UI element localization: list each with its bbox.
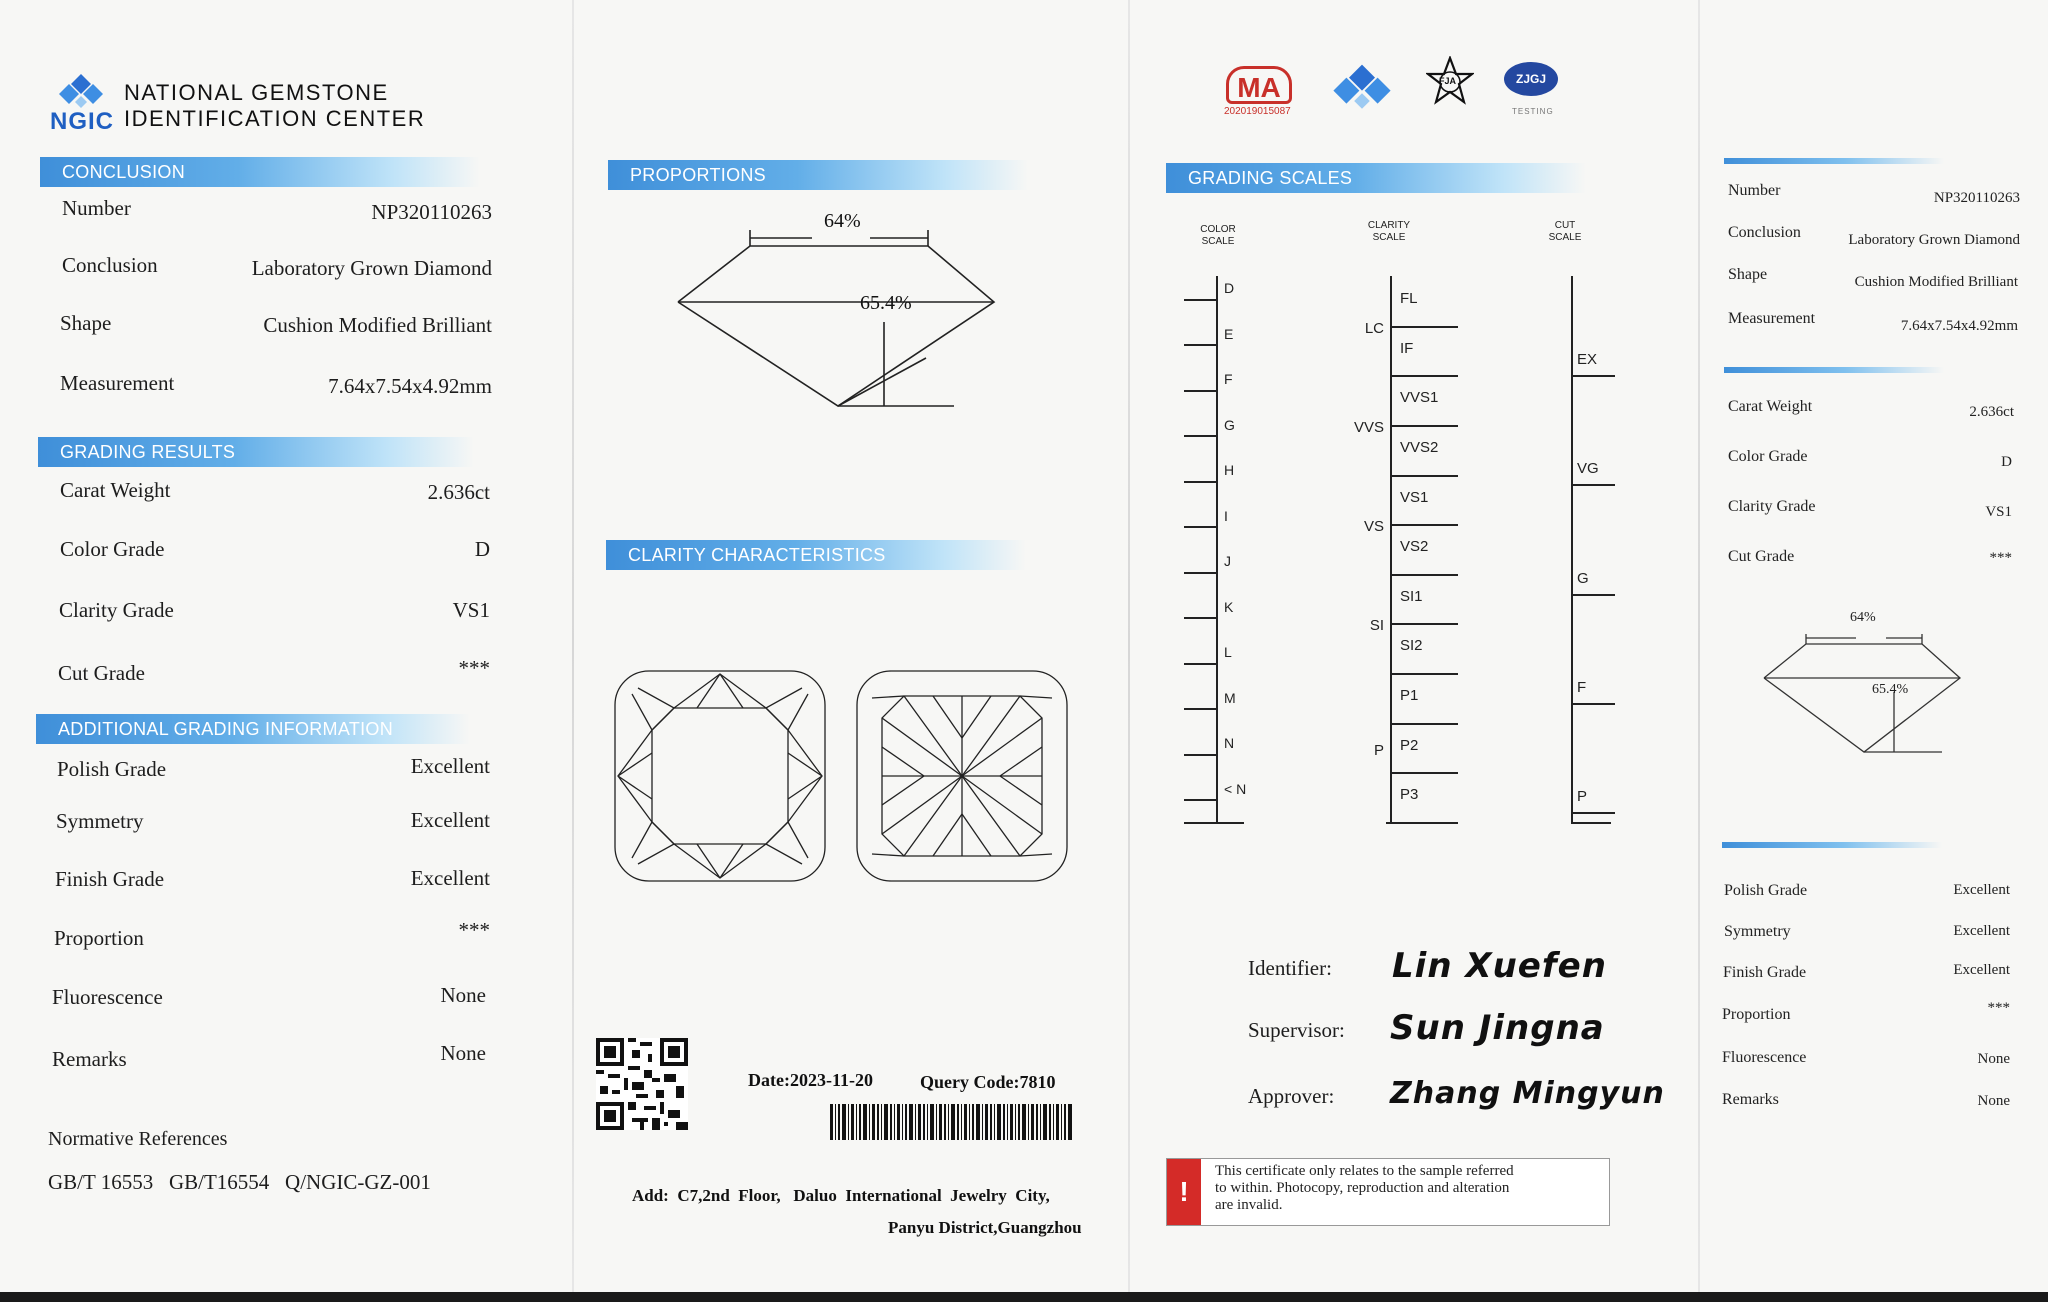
summary-clarity-label: Clarity Grade	[1728, 498, 1816, 515]
qr-code	[596, 1038, 688, 1130]
cut-tick	[1571, 375, 1615, 377]
cut-scale-base	[1571, 822, 1611, 824]
symmetry-label: Symmetry	[56, 809, 144, 833]
cut-grade: F	[1577, 678, 1587, 696]
clarity-characteristics-header: CLARITY CHARACTERISTICS	[606, 540, 1026, 570]
clarity-scale	[1340, 276, 1460, 826]
summary-proportions-diagram	[1760, 620, 1970, 760]
identifier-signature: Lin Xuefen	[1392, 946, 1607, 986]
finish-label: Finish Grade	[55, 867, 165, 891]
address-line1: Add: C7,2nd Floor, Daluo International Jewelry City,	[632, 1186, 1050, 1205]
fluorescence-value: None	[440, 983, 486, 1007]
cut-tick	[1571, 703, 1615, 705]
proportion-label: Proportion	[54, 926, 144, 950]
summary-polish: Excellent	[1953, 882, 2010, 898]
table-percentage: 64%	[824, 210, 861, 232]
conclusion-label: Conclusion	[62, 253, 158, 277]
finish-value: Excellent	[410, 866, 490, 890]
issue-date: Date:2023-11-20	[748, 1070, 873, 1090]
summary-depth-percentage: 65.4%	[1872, 682, 1909, 697]
clarity-group: SI	[1369, 617, 1384, 635]
clarity-grade: VS1	[1400, 488, 1429, 506]
summary-cut-label: Cut Grade	[1728, 548, 1795, 565]
disclaimer-box	[1166, 1158, 1610, 1226]
clarity-group: VVS	[1353, 418, 1384, 436]
summary-proportion: ***	[1987, 1000, 2010, 1016]
clarity-scale-axis	[1390, 276, 1392, 822]
measurement-label: Measurement	[60, 371, 175, 395]
summary-fluorescence-label: Fluorescence	[1722, 1049, 1807, 1066]
color-grade: H	[1224, 462, 1235, 478]
summary-shape: Cushion Modified Brilliant	[1854, 274, 2018, 290]
color-scale-title: COLOR SCALE	[1200, 224, 1236, 247]
clarity-tick	[1390, 723, 1458, 725]
clarity-grade: SI1	[1400, 587, 1423, 605]
zjgj-logo: ZJGJ	[1504, 62, 1558, 96]
color-grade: I	[1224, 507, 1228, 524]
fold-line	[572, 0, 574, 1292]
fja-label: FJA	[1439, 76, 1457, 86]
color-grade: E	[1224, 325, 1234, 342]
summary-color: D	[2001, 454, 2012, 470]
color-tick	[1184, 708, 1218, 710]
clarity-grade: P3	[1400, 786, 1419, 804]
color-grade: M	[1224, 689, 1236, 706]
color-grade: L	[1224, 644, 1232, 660]
summary-divider	[1722, 842, 1942, 848]
cut-tick	[1571, 484, 1615, 486]
barcode	[830, 1104, 1072, 1140]
cut-scale-title: CUT SCALE	[1548, 220, 1582, 243]
cma-number: 202019015087	[1224, 106, 1291, 117]
summary-remarks: None	[1977, 1093, 2010, 1109]
summary-color-label: Color Grade	[1728, 448, 1808, 465]
color-tick	[1184, 617, 1218, 619]
summary-divider	[1724, 158, 1944, 164]
summary-number: NP320110263	[1933, 190, 2020, 206]
measurement-value: 7.64x7.54x4.92mm	[328, 374, 492, 398]
color-tick	[1184, 663, 1218, 665]
warning-icon: !	[1167, 1159, 1201, 1225]
supervisor-signature: Sun Jingna	[1390, 1008, 1605, 1048]
proportions-diagram	[670, 210, 1000, 420]
clarity-grade: VVS1	[1400, 389, 1439, 407]
approver-label: Approver:	[1248, 1084, 1335, 1108]
carat-weight-value: 2.636ct	[427, 480, 490, 504]
normative-references: GB/T 16553 GB/T16554 Q/NGIC-GZ-001	[48, 1170, 431, 1194]
clarity-group: P	[1373, 741, 1384, 759]
color-grade: < N	[1224, 780, 1247, 797]
summary-symmetry-label: Symmetry	[1724, 923, 1791, 940]
cut-grade: G	[1577, 569, 1589, 587]
cut-grade: VG	[1577, 460, 1599, 478]
disclaimer-text: This certificate only relates to the sample referred to within. Photocopy, reproduction and alteration are invalid.	[1215, 1163, 1514, 1213]
summary-table-percentage: 64%	[1850, 610, 1876, 625]
summary-carat-label: Carat Weight	[1728, 398, 1813, 415]
color-tick	[1184, 344, 1218, 346]
clarity-grade-value: VS1	[452, 598, 490, 622]
approver-signature: Zhang Mingyun	[1390, 1076, 1665, 1111]
summary-finish-label: Finish Grade	[1723, 964, 1807, 981]
clarity-tick	[1390, 326, 1458, 328]
proportion-value: ***	[458, 918, 490, 942]
summary-polish-label: Polish Grade	[1724, 882, 1808, 899]
color-tick	[1184, 754, 1218, 756]
color-scale	[1170, 276, 1280, 826]
shape-label: Shape	[60, 311, 112, 335]
color-scale-base	[1184, 822, 1244, 824]
color-tick	[1184, 572, 1218, 574]
clarity-grade: P1	[1400, 687, 1419, 705]
polish-value: Excellent	[410, 754, 490, 778]
summary-symmetry: Excellent	[1953, 923, 2010, 939]
clarity-grade: VS2	[1400, 538, 1429, 556]
clarity-grade: IF	[1400, 339, 1414, 357]
number-label: Number	[62, 196, 131, 220]
symmetry-value: Excellent	[410, 808, 490, 832]
summary-remarks-label: Remarks	[1722, 1091, 1779, 1108]
summary-shape-label: Shape	[1728, 266, 1768, 283]
clarity-tick	[1390, 822, 1458, 824]
clarity-grade: FL	[1400, 290, 1418, 307]
summary-carat: 2.636ct	[1969, 404, 2014, 420]
clarity-group: LC	[1364, 319, 1384, 337]
cut-scale-axis	[1571, 276, 1573, 822]
proportions-header: PROPORTIONS	[608, 160, 1028, 190]
clarity-grade: VVS2	[1400, 438, 1439, 456]
clarity-scale-title: CLARITY SCALE	[1367, 220, 1411, 243]
crown-view-diagram	[612, 668, 828, 884]
cut-scale	[1545, 276, 1635, 826]
clarity-tick	[1390, 772, 1458, 774]
color-grade: G	[1224, 416, 1235, 433]
cut-grade-label: Cut Grade	[58, 661, 145, 685]
color-grade: K	[1224, 598, 1234, 615]
clarity-tick	[1390, 425, 1458, 427]
fluorescence-label: Fluorescence	[52, 985, 163, 1009]
color-tick	[1184, 799, 1218, 801]
grading-scales-header: GRADING SCALES	[1166, 163, 1586, 193]
clarity-tick	[1390, 673, 1458, 675]
cut-tick	[1571, 594, 1615, 596]
color-tick	[1184, 390, 1218, 392]
carat-weight-label: Carat Weight	[60, 478, 171, 502]
color-grade: D	[1224, 280, 1235, 296]
conclusion-header: CONCLUSION	[40, 157, 480, 187]
clarity-tick	[1390, 574, 1458, 576]
remarks-value: None	[440, 1041, 486, 1065]
summary-finish: Excellent	[1953, 962, 2010, 978]
shape-value: Cushion Modified Brilliant	[263, 313, 492, 337]
color-grade-label: Color Grade	[60, 537, 165, 561]
summary-divider	[1724, 367, 1944, 373]
fold-line	[1128, 0, 1130, 1292]
polish-label: Polish Grade	[57, 757, 167, 781]
org-name-line1: NATIONAL GEMSTONE	[124, 80, 389, 105]
ngic-logo-icon	[58, 72, 104, 112]
conclusion-value: Laboratory Grown Diamond	[251, 256, 492, 280]
color-scale-axis	[1216, 276, 1218, 822]
color-tick	[1184, 435, 1218, 437]
summary-measurement-label: Measurement	[1728, 310, 1816, 327]
clarity-tick	[1390, 623, 1458, 625]
clarity-tick	[1390, 375, 1458, 377]
color-tick	[1184, 299, 1218, 301]
clarity-group: VS	[1363, 518, 1384, 536]
depth-percentage: 65.4%	[860, 292, 912, 314]
supervisor-label: Supervisor:	[1248, 1018, 1345, 1042]
cut-grade: EX	[1577, 351, 1598, 369]
cut-tick	[1571, 812, 1615, 814]
zjgj-subtitle: TESTING	[1512, 107, 1554, 116]
summary-cut: ***	[1989, 550, 2012, 566]
summary-measurement: 7.64x7.54x4.92mm	[1900, 318, 2018, 334]
grading-results-header: GRADING RESULTS	[38, 437, 474, 467]
summary-number-label: Number	[1728, 182, 1781, 199]
color-grade: N	[1224, 735, 1235, 751]
ngic-logo-icon	[1332, 62, 1392, 114]
color-tick	[1184, 481, 1218, 483]
normative-references-title: Normative References	[48, 1128, 228, 1150]
color-tick	[1184, 526, 1218, 528]
clarity-grade: SI2	[1400, 637, 1423, 655]
clarity-grade: P2	[1400, 736, 1419, 754]
additional-info-header: ADDITIONAL GRADING INFORMATION	[36, 714, 470, 744]
clarity-tick	[1390, 475, 1458, 477]
cut-grade: P	[1577, 788, 1588, 805]
summary-fluorescence: None	[1977, 1051, 2010, 1067]
cma-logo: MA	[1226, 66, 1292, 104]
cut-grade-value: ***	[458, 656, 490, 680]
color-grade-value: D	[474, 537, 490, 561]
summary-clarity: VS1	[1985, 504, 2012, 520]
query-code: Query Code:7810	[920, 1072, 1056, 1092]
pavilion-view-diagram	[854, 668, 1070, 884]
identifier-label: Identifier:	[1248, 956, 1332, 980]
clarity-tick	[1390, 524, 1458, 526]
color-grade: J	[1224, 553, 1231, 569]
clarity-grade-label: Clarity Grade	[59, 598, 174, 622]
summary-conclusion: Laboratory Grown Diamond	[1848, 232, 2020, 248]
summary-proportion-label: Proportion	[1722, 1006, 1791, 1023]
address-line2: Panyu District,Guangzhou	[888, 1218, 1082, 1237]
number-value: NP320110263	[371, 200, 492, 224]
summary-conclusion-label: Conclusion	[1728, 224, 1801, 241]
color-grade: F	[1224, 371, 1233, 387]
org-name-line2: IDENTIFICATION CENTER	[124, 106, 426, 131]
remarks-label: Remarks	[52, 1047, 127, 1071]
org-abbreviation: NGIC	[50, 108, 114, 135]
fold-line	[1698, 0, 1700, 1292]
